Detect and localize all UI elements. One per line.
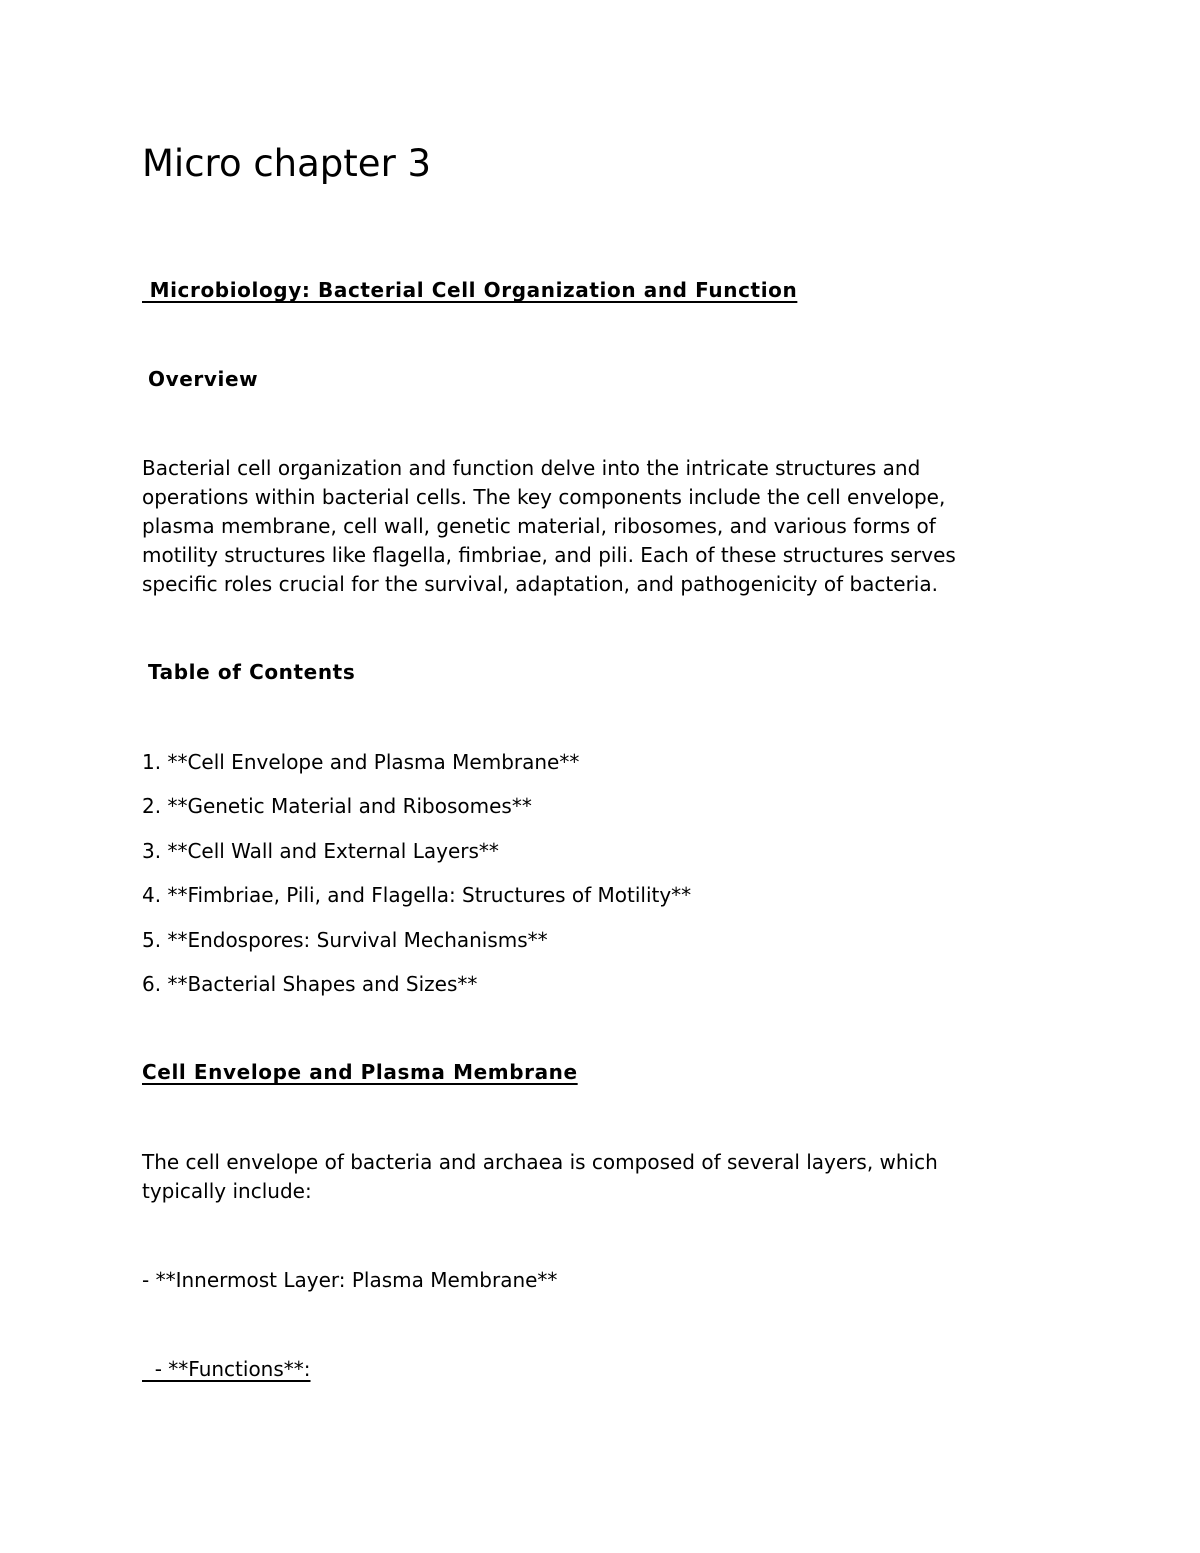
functions-label: - **Functions**:	[142, 1357, 311, 1381]
toc-heading: Table of Contents	[148, 660, 356, 684]
overview-heading: Overview	[148, 367, 259, 391]
section-paragraph	[142, 1148, 938, 1206]
section-heading-cell-envelope: Cell Envelope and Plasma Membrane	[142, 1060, 578, 1084]
toc-item: 3. **Cell Wall and External Layers**	[142, 839, 499, 863]
overview-paragraph	[142, 454, 1042, 599]
toc-item: 2. **Genetic Material and Ribosomes**	[142, 794, 532, 818]
overview-line: motility structures like flagella, fimbriae, and pili. Each of these structures serves	[142, 543, 956, 567]
overview-line: operations within bacterial cells. The key components include the cell envelope,	[142, 485, 946, 509]
toc-item: 5. **Endospores: Survival Mechanisms**	[142, 928, 548, 952]
overview-line: Bacterial cell organization and function delve into the intricate structures and	[142, 456, 921, 480]
section-line: The cell envelope of bacteria and archaea is composed of several layers, which	[142, 1150, 938, 1174]
toc-item: 4. **Fimbriae, Pili, and Flagella: Structures of Motility**	[142, 883, 692, 907]
toc-item: 6. **Bacterial Shapes and Sizes**	[142, 972, 478, 996]
overview-line: plasma membrane, cell wall, genetic material, ribosomes, and various forms of	[142, 514, 936, 538]
document-subtitle: Microbiology: Bacterial Cell Organization and Function	[142, 278, 798, 302]
section-line: typically include:	[142, 1179, 312, 1203]
overview-line: specific roles crucial for the survival, adaptation, and pathogenicity of bacteria.	[142, 572, 938, 596]
toc-item: 1. **Cell Envelope and Plasma Membrane**	[142, 750, 580, 774]
innermost-layer-item: - **Innermost Layer: Plasma Membrane**	[142, 1268, 558, 1292]
document-title: Micro chapter 3	[142, 142, 432, 185]
